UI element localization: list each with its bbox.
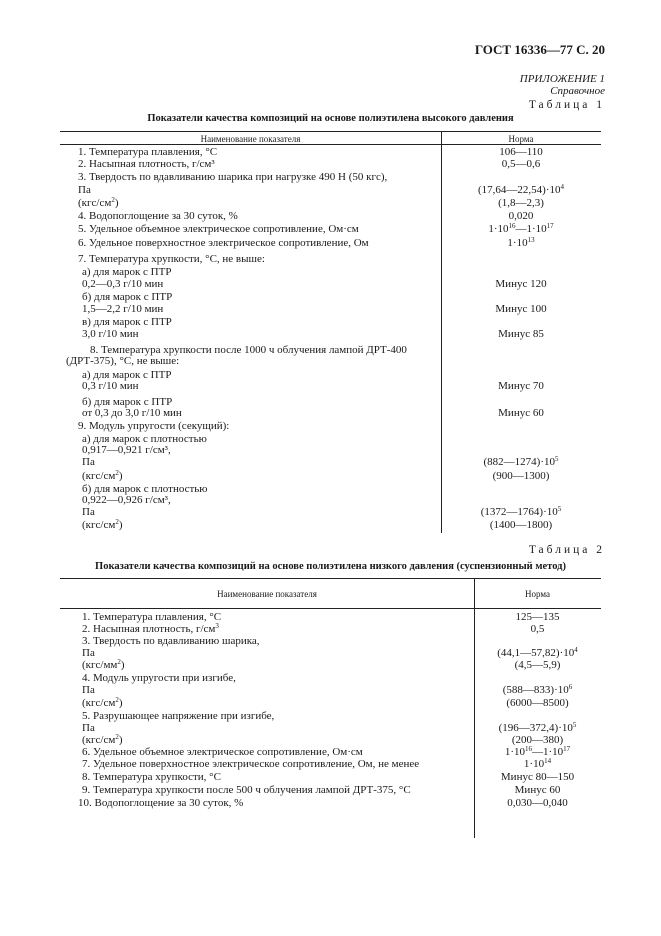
row-name-tail: ) [120, 659, 125, 671]
table2-label: Таблица 2 [528, 544, 605, 556]
row-name-text: (кгс/см [78, 197, 112, 209]
row-value [441, 223, 601, 235]
row-value: 0,5—0,6 [501, 158, 541, 170]
row-name: а) для марок с плотностью [82, 433, 207, 445]
appendix-title: ПРИЛОЖЕНИЕ 1 [519, 73, 605, 85]
row-name: 4. Водопоглощение за 30 суток, % [78, 210, 238, 222]
value-text: —1·10 [515, 223, 547, 235]
value-text: (588—833)·10 [502, 684, 569, 696]
value-text: 1·10 [504, 746, 525, 758]
row-name-superscript: 2 [115, 518, 119, 526]
row-name-text: (кгс/мм [82, 659, 118, 671]
row-name [82, 734, 122, 746]
row-name [82, 470, 122, 482]
value-exponent: 5 [555, 455, 559, 463]
table2-col-name: Наименование показателя [217, 589, 317, 599]
row-name-superscript: 2 [111, 196, 115, 204]
value-text: (44,1—57,82)·10 [497, 647, 575, 659]
row-value: Минус 70 [498, 380, 544, 392]
row-value: (900—1300) [492, 470, 550, 482]
row-value: Минус 80—150 [500, 771, 575, 783]
value-exponent: 5 [557, 505, 562, 513]
value-exponent: 4 [574, 646, 578, 654]
row-value: (1400—1800) [489, 519, 553, 531]
appendix-block [520, 73, 605, 97]
row-name: (ДРТ-375), °С, не выше: [66, 355, 180, 367]
row-value: Минус 60 [514, 784, 561, 796]
value-exponent: 5 [572, 721, 577, 729]
table2-top-rule [60, 578, 601, 579]
row-name-tail: ) [118, 697, 123, 709]
table2-header-rule [60, 608, 601, 609]
row-name-tail: ) [114, 197, 119, 209]
row-name-text: 2. Насыпная плотность, г/см [82, 623, 216, 635]
table1-top-rule [60, 131, 601, 132]
value-text: (196—372,4)·10 [498, 722, 573, 734]
row-name-text: (кгс/см [82, 734, 116, 746]
row-name-tail: ) [118, 519, 123, 531]
row-value [474, 684, 601, 696]
table2-title: Показатели качества композиций на основе полиэтилена низкого давления (суспензионный метод) [95, 561, 566, 572]
row-name: Па [82, 506, 95, 518]
row-name: Па [82, 722, 95, 734]
table1-title: Показатели качества композиций на основе полиэтилена высокого давления [147, 113, 514, 124]
row-name-superscript: 2 [115, 469, 119, 477]
row-value [441, 456, 601, 468]
row-value: (6000—8500) [506, 697, 569, 709]
value-text: —1·10 [532, 746, 564, 758]
row-value: 125—135 [515, 611, 560, 623]
row-name [82, 697, 122, 709]
row-name: 10. Водопоглощение за 30 суток, % [78, 797, 244, 809]
row-name: от 0,3 до 3,0 г/10 мин [82, 407, 182, 419]
row-name [78, 197, 118, 209]
row-value: 0,030—0,040 [507, 797, 568, 809]
row-name: Па [82, 684, 95, 696]
page-header: ГОСТ 16336—77 С. 20 [474, 42, 605, 57]
row-name: 3,0 г/10 мин [82, 328, 139, 340]
row-name-superscript: 2 [115, 733, 119, 741]
row-name [82, 659, 125, 671]
row-name: 1. Температура плавления, °С [82, 611, 222, 623]
row-name: 6. Удельное объемное электрическое сопротивление, Ом·см [82, 746, 363, 758]
appendix-note: Справочное [550, 85, 605, 97]
row-value: Минус 85 [498, 328, 544, 340]
row-name: Па [78, 184, 91, 196]
value-text: 1·10 [488, 223, 509, 235]
value-text: 1·10 [523, 758, 545, 770]
value-text: 1·10 [507, 237, 528, 249]
value-exponent: 6 [568, 683, 573, 691]
row-name: 0,2—0,3 г/10 мин [82, 278, 164, 290]
row-name: 6. Удельное поверхностное электрическое сопротивление, Ом [78, 237, 369, 249]
row-name: б) для марок с ПТР [82, 396, 173, 408]
value-text: (1372—1764)·10 [480, 506, 558, 518]
table1-col-name: Наименование показателя [200, 134, 301, 144]
row-name: 9. Температура хрупкости после 500 ч облучения лампой ДРТ-375, °С [82, 784, 411, 796]
row-value [441, 506, 601, 518]
row-name: 5. Разрушающее напряжение при изгибе, [82, 710, 275, 722]
row-name: 1. Температура плавления, °С [78, 146, 218, 158]
row-value: Минус 60 [498, 407, 544, 419]
row-name: 0,3 г/10 мин [82, 380, 139, 392]
value-exponent: 16 [525, 745, 532, 753]
row-name: 0,917—0,921 г/см³, [82, 444, 171, 456]
row-name: б) для марок с ПТР [82, 291, 173, 303]
table2-col-norm: Норма [525, 589, 550, 599]
table1-label: Таблица 1 [528, 99, 605, 111]
row-name: б) для марок с плотностью [82, 483, 208, 495]
row-name: 4. Модуль упругости при изгибе, [82, 672, 236, 684]
row-name: 9. Модуль упругости (секущий): [78, 420, 230, 432]
row-value: Минус 120 [495, 278, 547, 290]
row-value: (4,5—5,9) [514, 659, 561, 671]
row-name-text: (кгс/см [82, 519, 116, 531]
row-name: 8. Температура хрупкости после 1000 ч облучения лампой ДРТ-400 [90, 344, 407, 356]
row-value [474, 758, 601, 770]
row-name: Па [82, 456, 95, 468]
row-value: Минус 100 [495, 303, 547, 315]
row-value: (200—380) [511, 734, 564, 746]
row-name: 7. Температура хрупкости, °С, не выше: [78, 253, 265, 265]
row-name-text: (кгс/см [82, 470, 116, 482]
row-value [441, 237, 601, 249]
row-name: 8. Температура хрупкости, °С [82, 771, 221, 783]
value-text: (882—1274)·10 [483, 456, 555, 468]
row-value [474, 746, 601, 758]
value-exponent: 16 [508, 222, 516, 230]
table1-col-norm: Норма [508, 134, 534, 144]
table1-header-rule [60, 144, 601, 145]
row-name: 2. Насыпная плотность, г/см³ [78, 158, 215, 170]
row-value [474, 722, 601, 734]
row-name: 0,922—0,926 г/см³, [82, 494, 171, 506]
row-name: а) для марок с ПТР [82, 369, 172, 381]
row-value: 0,5 [530, 623, 545, 635]
value-text: (17,64—22,54)·10 [478, 184, 561, 196]
row-name-superscript: 2 [115, 696, 119, 704]
row-name [82, 623, 219, 635]
row-name: 1,5—2,2 г/10 мин [82, 303, 164, 315]
row-name-tail: ) [118, 734, 123, 746]
value-exponent: 17 [546, 222, 554, 230]
row-name-superscript: 3 [215, 622, 219, 630]
row-value: 106—110 [499, 146, 543, 158]
row-value [474, 647, 601, 659]
value-exponent: 13 [527, 236, 535, 244]
row-name [82, 519, 122, 531]
value-exponent: 17 [563, 745, 571, 753]
row-name: 7. Удельное поверхностное электрическое сопротивление, Ом, не менее [82, 758, 420, 770]
row-name: в) для марок с ПТР [82, 316, 172, 328]
row-name-superscript: 2 [117, 658, 121, 666]
row-name: 3. Твердость по вдавливанию шарика, [82, 635, 260, 647]
value-exponent: 14 [544, 757, 552, 765]
row-value [441, 184, 601, 196]
row-value: 0,020 [508, 210, 534, 222]
row-name: Па [82, 647, 95, 659]
row-name-text: (кгс/см [82, 697, 116, 709]
row-name: 3. Твердость по вдавливанию шарика при нагрузке 490 Н (50 кгс), [78, 171, 388, 183]
row-value: (1,8—2,3) [498, 197, 544, 209]
row-name-tail: ) [118, 470, 123, 482]
value-exponent: 4 [560, 183, 564, 191]
row-name: а) для марок с ПТР [82, 266, 172, 278]
row-name: 5. Удельное объемное электрическое сопротивление, Ом·см [78, 223, 359, 235]
